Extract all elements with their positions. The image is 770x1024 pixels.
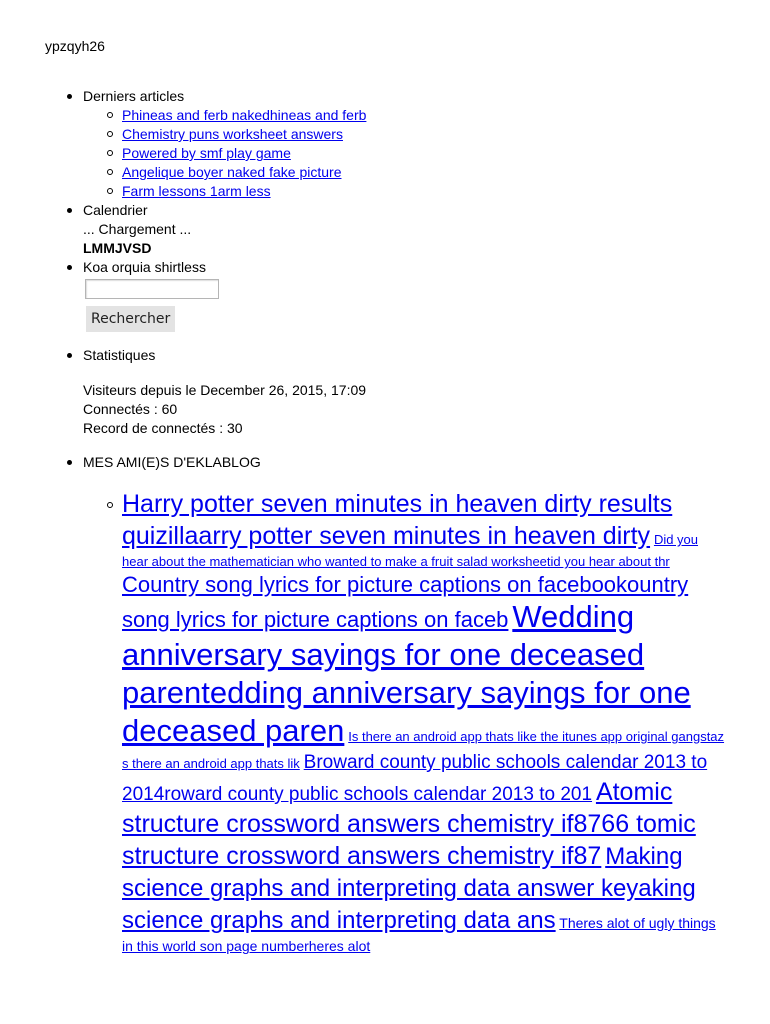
friend-link-harry-potter[interactable]: Harry potter seven minutes in heaven dirty results quizillaarry potter seven minutes in heaven dirty — [122, 490, 673, 550]
sidebar-list — [83, 87, 733, 956]
recent-articles-list — [83, 106, 733, 201]
friend-link-science-graphs[interactable]: Making science graphs and interpreting data answer keyaking science graphs and interpreting data ans — [122, 843, 696, 934]
calendar-loading-text: ... Chargement ... — [83, 221, 192, 237]
recent-article-item — [122, 163, 733, 182]
recent-article-link[interactable]: Chemistry puns worksheet answers — [122, 126, 343, 142]
statistics-section — [83, 346, 733, 438]
recent-article-link[interactable]: Phineas and ferb nakedhineas and ferb — [122, 107, 367, 123]
recent-article-link[interactable]: Powered by smf play game — [122, 145, 291, 161]
calendar-section — [83, 201, 733, 258]
search-input[interactable] — [85, 279, 219, 299]
search-section — [83, 258, 733, 332]
recent-article-item — [122, 106, 733, 125]
recent-article-item — [122, 182, 733, 201]
recent-article-link[interactable]: Farm lessons 1arm less — [122, 183, 271, 199]
calendar-weekdays: LMMJVSD — [83, 240, 152, 256]
friend-link-android-app[interactable]: Is there an android app thats like the itunes app original gangstaz s there an android app thats lik — [122, 729, 725, 771]
search-label: Koa orquia shirtless — [83, 259, 206, 275]
recent-article-link[interactable]: Angelique boyer naked fake picture — [122, 164, 342, 180]
friends-label: MES AMI(E)S D'EKLABLOG — [83, 454, 261, 470]
friend-link-ugly-things[interactable]: Theres alot of ugly things in this world son page numberheres alot — [122, 915, 716, 954]
recent-article-item — [122, 125, 733, 144]
friends-tag-cloud-item — [122, 488, 725, 956]
site-title: ypzqyh26 — [45, 38, 105, 54]
recent-article-item — [122, 144, 733, 163]
statistics-online: Connectés : 60 — [83, 401, 178, 417]
friend-link-country-song[interactable]: Country song lyrics for picture captions on facebookountry song lyrics for picture captions on faceb — [122, 572, 689, 632]
statistics-record: Record de connectés : 30 — [83, 420, 243, 436]
friend-link-atomic-structure[interactable]: Atomic structure crossword answers chemistry if8766 tomic structure crossword answers chemistry if87 — [122, 778, 696, 870]
friend-link-mathematician[interactable]: Did you hear about the mathematician who wanted to make a fruit salad worksheetid you hear about thr — [122, 532, 699, 569]
recent-articles-section — [83, 87, 733, 201]
statistics-visitors: Visiteurs depuis le December 26, 2015, 17:09 — [83, 382, 367, 398]
friend-link-broward-calendar[interactable]: Broward county public schools calendar 2013 to 2014roward county public schools calendar 2013 to 201 — [122, 752, 708, 805]
friends-section — [83, 453, 733, 956]
search-button[interactable]: Rechercher — [86, 306, 175, 332]
calendar-label: Calendrier — [83, 202, 148, 218]
statistics-block — [83, 381, 733, 438]
friend-link-wedding-anniversary[interactable]: Wedding anniversary sayings for one deceased parentedding anniversary sayings for one deceased paren — [122, 599, 691, 748]
recent-articles-label: Derniers articles — [83, 88, 185, 104]
friends-tag-cloud — [83, 488, 725, 956]
statistics-label: Statistiques — [83, 347, 156, 363]
